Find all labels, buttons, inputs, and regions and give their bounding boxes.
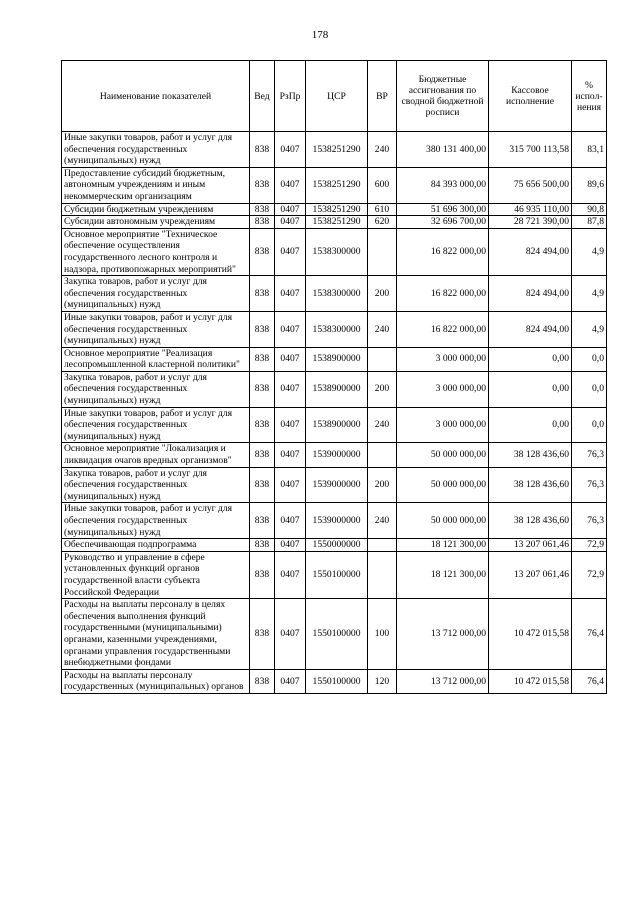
cell-csr: 1538300000 (306, 276, 368, 312)
cell-vr (368, 347, 397, 371)
cell-csr: 1538251290 (306, 216, 368, 229)
cell-name: Основное мероприятие "Реализация лесопромышленной кластерной политики" (62, 347, 250, 371)
header-name: Наименование показателей (62, 61, 250, 132)
table-row (62, 443, 607, 467)
cell-name: Иные закупки товаров, работ и услуг для обеспечения государственных (муниципальных) нужд (62, 503, 250, 539)
table-row (62, 669, 607, 693)
cell-rzpr: 0407 (275, 347, 306, 371)
table-row (62, 467, 607, 503)
table-row (62, 167, 607, 203)
cell-csr: 1538251290 (306, 132, 368, 168)
cell-assign: 3 000 000,00 (397, 347, 489, 371)
cell-pct: 4,9 (572, 276, 607, 312)
header-ved: Вед (250, 61, 275, 132)
cell-cash: 0,00 (489, 371, 572, 407)
cell-vr (368, 539, 397, 552)
cell-rzpr: 0407 (275, 132, 306, 168)
cell-rzpr: 0407 (275, 276, 306, 312)
table-row (62, 203, 607, 216)
cell-assign: 13 712 000,00 (397, 599, 489, 670)
cell-name: Иные закупки товаров, работ и услуг для обеспечения государственных (муниципальных) нужд (62, 132, 250, 168)
cell-pct: 76,3 (572, 467, 607, 503)
cell-pct: 83,1 (572, 132, 607, 168)
cell-csr: 1539000000 (306, 443, 368, 467)
cell-rzpr: 0407 (275, 551, 306, 598)
header-rzpr: РзПр (275, 61, 306, 132)
cell-csr: 1538300000 (306, 311, 368, 347)
cell-vr (368, 551, 397, 598)
cell-cash: 10 472 015,58 (489, 599, 572, 670)
cell-assign: 50 000 000,00 (397, 443, 489, 467)
cell-ved: 838 (250, 539, 275, 552)
cell-ved: 838 (250, 311, 275, 347)
table-row (62, 407, 607, 443)
cell-rzpr: 0407 (275, 167, 306, 203)
cell-pct: 0,0 (572, 407, 607, 443)
cell-csr: 1538900000 (306, 371, 368, 407)
cell-cash: 38 128 436,60 (489, 467, 572, 503)
cell-rzpr: 0407 (275, 371, 306, 407)
cell-assign: 16 822 000,00 (397, 276, 489, 312)
cell-assign: 18 121 300,00 (397, 551, 489, 598)
cell-assign: 3 000 000,00 (397, 407, 489, 443)
cell-vr: 240 (368, 311, 397, 347)
cell-vr: 200 (368, 276, 397, 312)
cell-ved: 838 (250, 276, 275, 312)
cell-rzpr: 0407 (275, 216, 306, 229)
cell-rzpr: 0407 (275, 539, 306, 552)
cell-cash: 0,00 (489, 347, 572, 371)
cell-csr: 1538300000 (306, 228, 368, 275)
cell-ved: 838 (250, 203, 275, 216)
cell-ved: 838 (250, 669, 275, 693)
cell-rzpr: 0407 (275, 669, 306, 693)
header-cash-execution: Кассовое исполнение (489, 61, 572, 132)
cell-ved: 838 (250, 443, 275, 467)
cell-cash: 824 494,00 (489, 228, 572, 275)
cell-pct: 4,9 (572, 228, 607, 275)
cell-assign: 50 000 000,00 (397, 503, 489, 539)
budget-execution-table (61, 60, 607, 694)
cell-pct: 90,8 (572, 203, 607, 216)
table-header-row (62, 61, 607, 132)
cell-vr: 610 (368, 203, 397, 216)
cell-pct: 76,3 (572, 443, 607, 467)
cell-rzpr: 0407 (275, 503, 306, 539)
cell-name: Закупка товаров, работ и услуг для обеспечения государственных (муниципальных) нужд (62, 276, 250, 312)
cell-assign: 380 131 400,00 (397, 132, 489, 168)
header-percent: % испол-нения (572, 61, 607, 132)
cell-name: Иные закупки товаров, работ и услуг для обеспечения государственных (муниципальных) нужд (62, 407, 250, 443)
cell-ved: 838 (250, 503, 275, 539)
cell-vr: 600 (368, 167, 397, 203)
table-row (62, 216, 607, 229)
cell-csr: 1539000000 (306, 503, 368, 539)
cell-pct: 4,9 (572, 311, 607, 347)
cell-ved: 838 (250, 167, 275, 203)
cell-name: Основное мероприятие "Техническое обеспечение осуществления государственного лесного контроля и надзора, противопожарных мероприятий" (62, 228, 250, 275)
cell-vr: 240 (368, 503, 397, 539)
cell-vr (368, 228, 397, 275)
cell-rzpr: 0407 (275, 311, 306, 347)
cell-ved: 838 (250, 347, 275, 371)
cell-cash: 13 207 061,46 (489, 539, 572, 552)
cell-name: Расходы на выплаты персоналу государственных (муниципальных) органов (62, 669, 250, 693)
cell-csr: 1538900000 (306, 347, 368, 371)
cell-csr: 1538251290 (306, 167, 368, 203)
cell-vr: 620 (368, 216, 397, 229)
cell-vr: 240 (368, 132, 397, 168)
cell-rzpr: 0407 (275, 407, 306, 443)
cell-csr: 1550000000 (306, 539, 368, 552)
cell-cash: 824 494,00 (489, 311, 572, 347)
cell-name: Руководство и управление в сфере установленных функций органов государственной власти субъекта Российской Федерации (62, 551, 250, 598)
cell-vr: 100 (368, 599, 397, 670)
cell-ved: 838 (250, 371, 275, 407)
table-row (62, 599, 607, 670)
table-row (62, 311, 607, 347)
header-vr: ВР (368, 61, 397, 132)
cell-vr: 240 (368, 407, 397, 443)
cell-cash: 46 935 110,00 (489, 203, 572, 216)
table-row (62, 276, 607, 312)
cell-csr: 1538251290 (306, 203, 368, 216)
cell-pct: 76,4 (572, 599, 607, 670)
cell-ved: 838 (250, 467, 275, 503)
cell-csr: 1538900000 (306, 407, 368, 443)
cell-cash: 315 700 113,58 (489, 132, 572, 168)
header-assignments: Бюджетные ассигнования по сводной бюджетной росписи (397, 61, 489, 132)
header-csr: ЦСР (306, 61, 368, 132)
cell-name: Расходы на выплаты персоналу в целях обеспечения выполнения функций государственными (муниципальными) органами, казенными учреждениями, органами управления государственными внебюджетными фондами (62, 599, 250, 670)
cell-rzpr: 0407 (275, 443, 306, 467)
table-row (62, 347, 607, 371)
cell-vr: 200 (368, 371, 397, 407)
table-row (62, 503, 607, 539)
cell-cash: 38 128 436,60 (489, 503, 572, 539)
table-row (62, 551, 607, 598)
cell-cash: 0,00 (489, 407, 572, 443)
cell-pct: 72,9 (572, 551, 607, 598)
cell-rzpr: 0407 (275, 228, 306, 275)
cell-pct: 76,4 (572, 669, 607, 693)
cell-ved: 838 (250, 216, 275, 229)
cell-csr: 1550100000 (306, 599, 368, 670)
cell-name: Субсидии автономным учреждениям (62, 216, 250, 229)
cell-assign: 13 712 000,00 (397, 669, 489, 693)
cell-pct: 87,8 (572, 216, 607, 229)
cell-rzpr: 0407 (275, 467, 306, 503)
table-row (62, 132, 607, 168)
cell-assign: 3 000 000,00 (397, 371, 489, 407)
cell-pct: 76,3 (572, 503, 607, 539)
cell-cash: 75 656 500,00 (489, 167, 572, 203)
cell-assign: 50 000 000,00 (397, 467, 489, 503)
cell-pct: 72,9 (572, 539, 607, 552)
cell-name: Основное мероприятие "Локализация и ликвидация очагов вредных организмов" (62, 443, 250, 467)
cell-vr: 120 (368, 669, 397, 693)
cell-vr (368, 443, 397, 467)
cell-assign: 32 696 700,00 (397, 216, 489, 229)
cell-ved: 838 (250, 407, 275, 443)
cell-cash: 38 128 436,60 (489, 443, 572, 467)
cell-assign: 16 822 000,00 (397, 228, 489, 275)
cell-pct: 0,0 (572, 371, 607, 407)
cell-vr: 200 (368, 467, 397, 503)
cell-assign: 18 121 300,00 (397, 539, 489, 552)
cell-pct: 0,0 (572, 347, 607, 371)
table-row (62, 539, 607, 552)
table-row (62, 228, 607, 275)
cell-rzpr: 0407 (275, 203, 306, 216)
cell-name: Предоставление субсидий бюджетным, автономным учреждениям и иным некоммерческим организациям (62, 167, 250, 203)
cell-cash: 824 494,00 (489, 276, 572, 312)
table-row (62, 371, 607, 407)
cell-assign: 51 696 300,00 (397, 203, 489, 216)
cell-assign: 16 822 000,00 (397, 311, 489, 347)
cell-assign: 84 393 000,00 (397, 167, 489, 203)
cell-name: Закупка товаров, работ и услуг для обеспечения государственных (муниципальных) нужд (62, 467, 250, 503)
cell-cash: 13 207 061,46 (489, 551, 572, 598)
cell-ved: 838 (250, 599, 275, 670)
cell-pct: 89,6 (572, 167, 607, 203)
cell-name: Иные закупки товаров, работ и услуг для обеспечения государственных (муниципальных) нужд (62, 311, 250, 347)
cell-cash: 10 472 015,58 (489, 669, 572, 693)
cell-ved: 838 (250, 551, 275, 598)
cell-csr: 1550100000 (306, 551, 368, 598)
cell-name: Закупка товаров, работ и услуг для обеспечения государственных (муниципальных) нужд (62, 371, 250, 407)
cell-csr: 1550100000 (306, 669, 368, 693)
cell-name: Обеспечивающая подпрограмма (62, 539, 250, 552)
cell-cash: 28 721 390,00 (489, 216, 572, 229)
cell-rzpr: 0407 (275, 599, 306, 670)
cell-name: Субсидии бюджетным учреждениям (62, 203, 250, 216)
cell-csr: 1539000000 (306, 467, 368, 503)
cell-ved: 838 (250, 132, 275, 168)
page-number: 178 (311, 29, 329, 41)
cell-ved: 838 (250, 228, 275, 275)
